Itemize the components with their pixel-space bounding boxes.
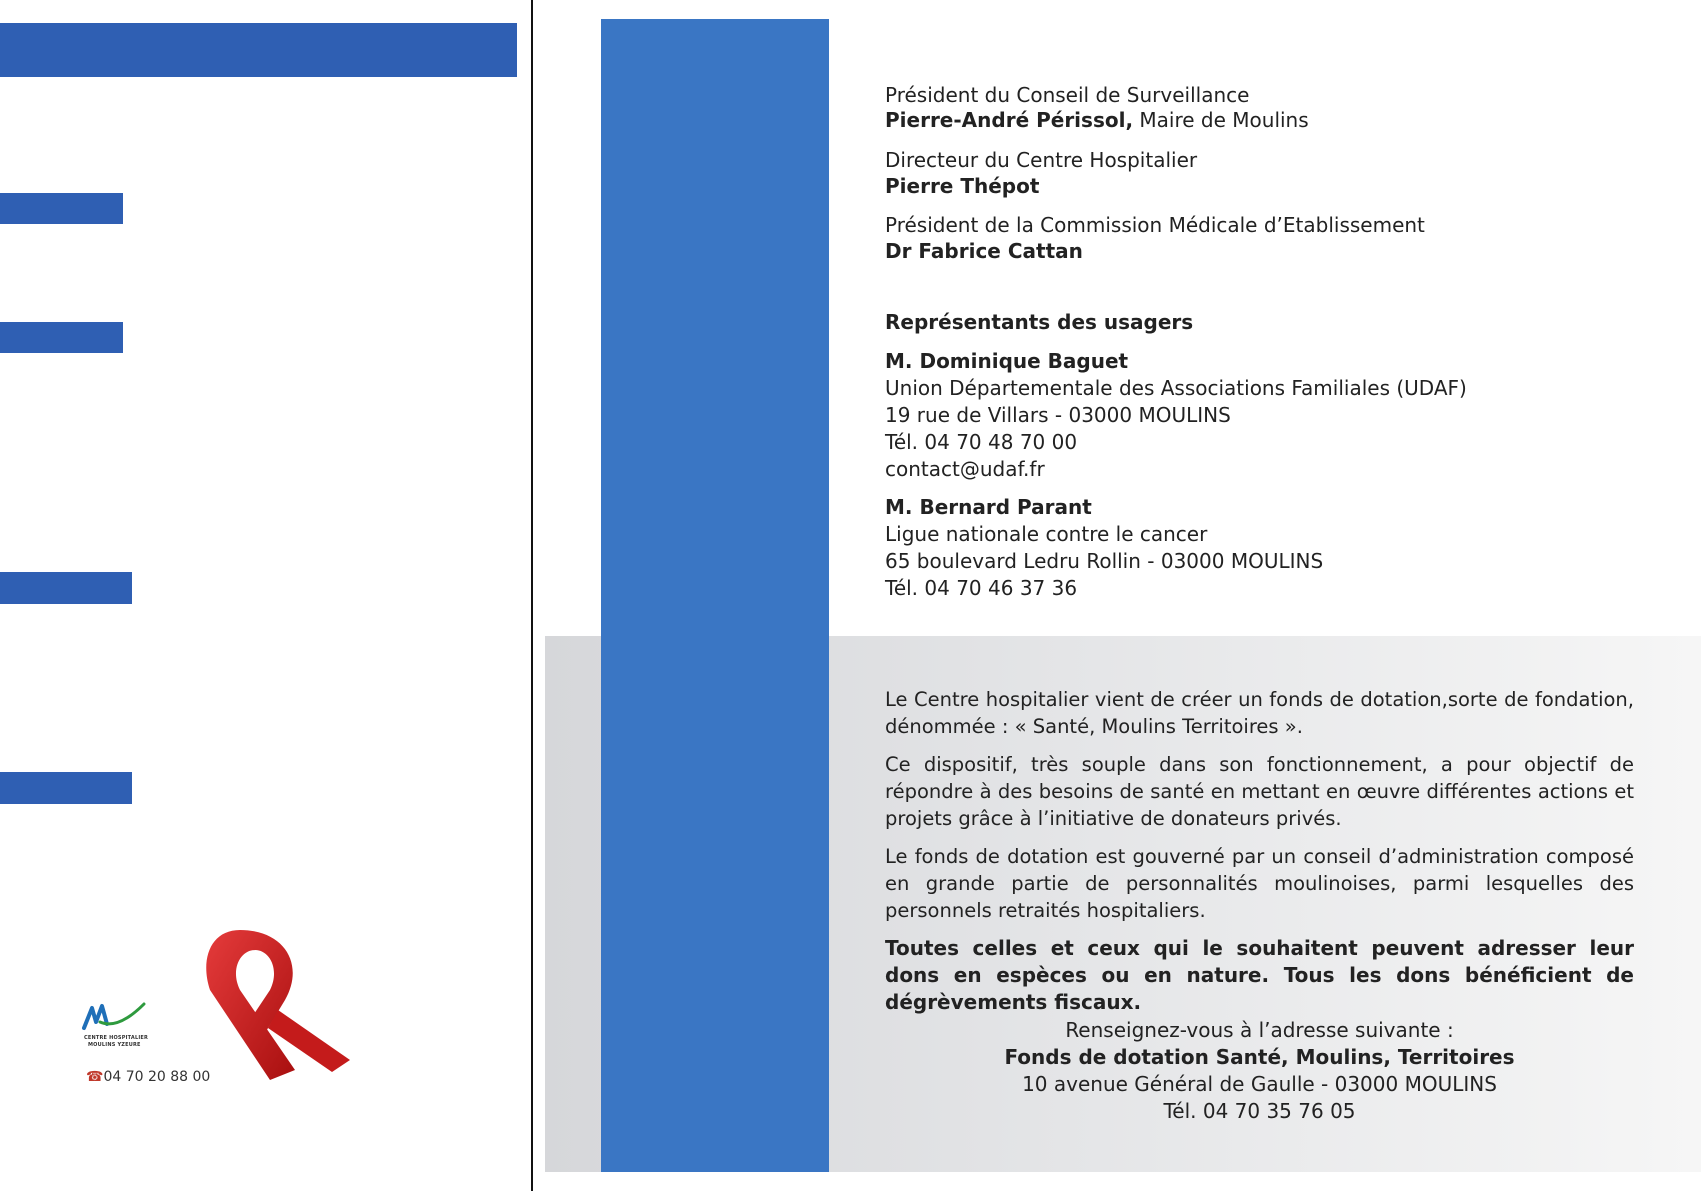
rep1-name: M. Dominique Baguet: [885, 349, 1129, 373]
cme-title: Président de la Commission Médicale d’Etablissement: [885, 213, 1425, 237]
fund-paragraph-2: Ce dispositif, très souple dans son fonctionnement, a pour objectif de répondre à des besoins de santé en mettant en œuvre différentes actions et projets grâce à l’initiative de donateurs privés.: [885, 753, 1634, 830]
logo-line-1: CENTRE HOSPITALIER: [84, 1035, 149, 1041]
logo-line-2: MOULINS YZEURE: [88, 1042, 141, 1048]
director-title: Directeur du Centre Hospitalier: [885, 148, 1198, 172]
hospital-logo-icon: [80, 1000, 150, 1034]
telephone-icon: ☎: [86, 1069, 104, 1085]
director-name: Pierre Thépot: [885, 174, 1040, 198]
president-role: Maire de Moulins: [1133, 108, 1309, 132]
rep1-phone: Tél. 04 70 48 70 00: [885, 430, 1078, 454]
president-line: [885, 107, 1309, 134]
hospital-logo: [80, 1000, 150, 1050]
page-divider: [531, 0, 533, 1191]
cme-name: Dr Fabrice Cattan: [885, 239, 1083, 263]
section-bar-1: [0, 193, 123, 224]
rep2-org: Ligue nationale contre le cancer: [885, 522, 1208, 546]
section-bar-4: [0, 772, 132, 804]
fund-paragraph-3: Le fonds de dotation est gouverné par un conseil d’administration composé en grande partie de personnalités moulinoises, parmi lesquelles des personnels retraités hospitaliers.: [885, 845, 1634, 922]
president-name: Pierre-André Périssol,: [885, 108, 1134, 132]
fund-paragraph-1: Le Centre hospitalier vient de créer un fonds de dotation,sorte de fondation, dénommée : « Santé, Moulins Territoires ».: [885, 688, 1634, 738]
red-ribbon-icon: [200, 920, 355, 1090]
fund-contact-address: 10 avenue Général de Gaulle - 03000 MOULINS: [1022, 1072, 1497, 1096]
fund-contact-phone: Tél. 04 70 35 76 05: [1163, 1099, 1356, 1123]
fund-contact-name: Fonds de dotation Santé, Moulins, Territoires: [1004, 1045, 1515, 1069]
hospital-phone: [86, 1069, 210, 1085]
rep1-email[interactable]: contact@udaf.fr: [885, 457, 1045, 481]
rep2-name: M. Bernard Parant: [885, 495, 1092, 519]
rep2-address: 65 boulevard Ledru Rollin - 03000 MOULINS: [885, 549, 1324, 573]
fund-paragraph-4: Toutes celles et ceux qui le souhaitent peuvent adresser leur dons en espèces ou en nature. Tous les dons bénéficient de dégrèvements fiscaux.: [885, 936, 1634, 1014]
section-bar-3: [0, 572, 132, 604]
header-bar: [0, 23, 517, 77]
hospital-phone-number: 04 70 20 88 00: [103, 1069, 211, 1085]
rep2-phone: Tél. 04 70 46 37 36: [885, 576, 1078, 600]
rep1-org: Union Départementale des Associations Familiales (UDAF): [885, 376, 1467, 400]
blue-column: [601, 19, 829, 1172]
representatives-heading: Représentants des usagers: [885, 310, 1194, 334]
fund-contact-intro: Renseignez-vous à l’adresse suivante :: [1065, 1018, 1454, 1042]
section-bar-2: [0, 322, 123, 353]
president-title: Président du Conseil de Surveillance: [885, 83, 1250, 107]
rep1-address: 19 rue de Villars - 03000 MOULINS: [885, 403, 1231, 427]
